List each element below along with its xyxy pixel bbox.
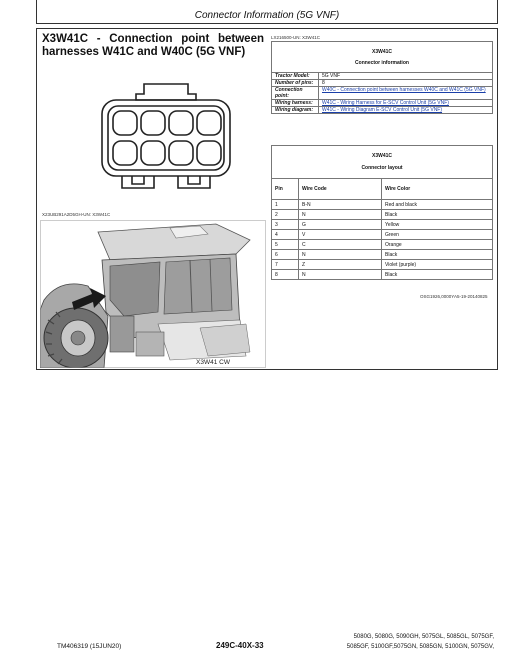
column-header-wire-code: Wire Code bbox=[299, 179, 382, 200]
wire-code-cell: N bbox=[299, 210, 382, 220]
section-title: X3W41C - Connection point between harnesses W41C and W40C (5G VNF) bbox=[42, 33, 264, 58]
wire-color-cell: Orange bbox=[382, 240, 493, 250]
row-value: 8 bbox=[319, 80, 493, 87]
table-heading: X3W41C bbox=[371, 153, 392, 159]
connection-point-link[interactable]: W40C - Connection point between harnesses W40C and W41C (5G VNF) bbox=[322, 87, 486, 93]
wire-code-cell: N bbox=[299, 250, 382, 260]
table-row bbox=[272, 80, 493, 87]
wire-color-cell: Violet (purple) bbox=[382, 260, 493, 270]
footer-model-list bbox=[306, 632, 494, 652]
tractor-location-photo bbox=[40, 220, 266, 368]
pin-cell: 1 bbox=[272, 200, 299, 210]
footer-models-line: 5080G, 5080G, 5090GH, 5075GL, 5085GL, 5075GF, bbox=[353, 634, 494, 640]
page-header-title: Connector Information (5G VNF) bbox=[194, 10, 340, 21]
wire-color-cell: Black bbox=[382, 250, 493, 260]
table-row bbox=[272, 220, 493, 230]
wire-code-cell: Z bbox=[299, 260, 382, 270]
wire-code-cell: C bbox=[299, 240, 382, 250]
table-row bbox=[272, 107, 493, 114]
wire-color-cell: Yellow bbox=[382, 220, 493, 230]
wire-code-cell: B-N bbox=[299, 200, 382, 210]
pin-cell: 3 bbox=[272, 220, 299, 230]
column-header-wire-color: Wire Color bbox=[382, 179, 493, 200]
column-header-pin: Pin bbox=[272, 179, 299, 200]
photo-reference-label: X23UB291A2D5GH-UN: X3W41C bbox=[42, 212, 111, 217]
pin-cell: 4 bbox=[272, 230, 299, 240]
row-value: 5G VNF bbox=[319, 73, 493, 80]
wiring-diagram-link[interactable]: W41C - Wiring Diagram E-SCV Control Unit (5G VNF) bbox=[322, 107, 443, 113]
footer-models-line: 5085GF, 5100GF,5075GN, 5085GN, 5100GN, 5075GV, bbox=[346, 644, 494, 650]
table-row bbox=[272, 100, 493, 107]
pin-cell: 6 bbox=[272, 250, 299, 260]
wiring-harness-link[interactable]: W41C - Wiring Harness for E-SCV Control Unit (5G VNF) bbox=[322, 100, 449, 106]
row-key: Number of pins: bbox=[272, 80, 319, 87]
table-row bbox=[272, 240, 493, 250]
row-key: Wiring harness: bbox=[272, 100, 319, 107]
connector-face-illustration bbox=[96, 80, 236, 200]
table-row bbox=[272, 260, 493, 270]
pin-cell: 8 bbox=[272, 270, 299, 280]
connector-information-table bbox=[271, 41, 493, 114]
wire-code-cell: G bbox=[299, 220, 382, 230]
table-row bbox=[272, 73, 493, 80]
wire-color-cell: Black bbox=[382, 270, 493, 280]
table-row bbox=[272, 230, 493, 240]
pin-cell: 7 bbox=[272, 260, 299, 270]
wire-code-cell: V bbox=[299, 230, 382, 240]
photo-caption: X3W41 CW bbox=[196, 359, 230, 366]
table-row bbox=[272, 200, 493, 210]
table-row bbox=[272, 210, 493, 220]
footer-doc-id: TM406319 (15JUN20) bbox=[57, 643, 122, 650]
wire-color-cell: Black bbox=[382, 210, 493, 220]
table-subheading: Connector layout bbox=[361, 165, 403, 171]
wire-color-cell: Green bbox=[382, 230, 493, 240]
reference-code: OSG1926,0000YA5-19-20140825 bbox=[420, 294, 488, 299]
row-key: Wiring diagram: bbox=[272, 107, 319, 114]
table-row bbox=[272, 270, 493, 280]
pin-cell: 5 bbox=[272, 240, 299, 250]
table-row bbox=[272, 250, 493, 260]
wire-code-cell: N bbox=[299, 270, 382, 280]
table-subheading: Connector information bbox=[355, 59, 409, 66]
table-header-cell bbox=[272, 42, 493, 73]
connector-layout-table bbox=[271, 145, 493, 280]
row-key: Tractor Model: bbox=[272, 73, 319, 80]
wire-color-cell: Red and black bbox=[382, 200, 493, 210]
table-header-cell bbox=[272, 146, 493, 179]
row-key: Connection point: bbox=[272, 87, 319, 100]
table-heading: X3W41C bbox=[371, 48, 392, 55]
table-id-line: LX216500-UN: X3W41C bbox=[271, 35, 321, 40]
footer-page-number: 249C-40X-33 bbox=[216, 641, 264, 650]
table-row bbox=[272, 87, 493, 100]
pin-cell: 2 bbox=[272, 210, 299, 220]
